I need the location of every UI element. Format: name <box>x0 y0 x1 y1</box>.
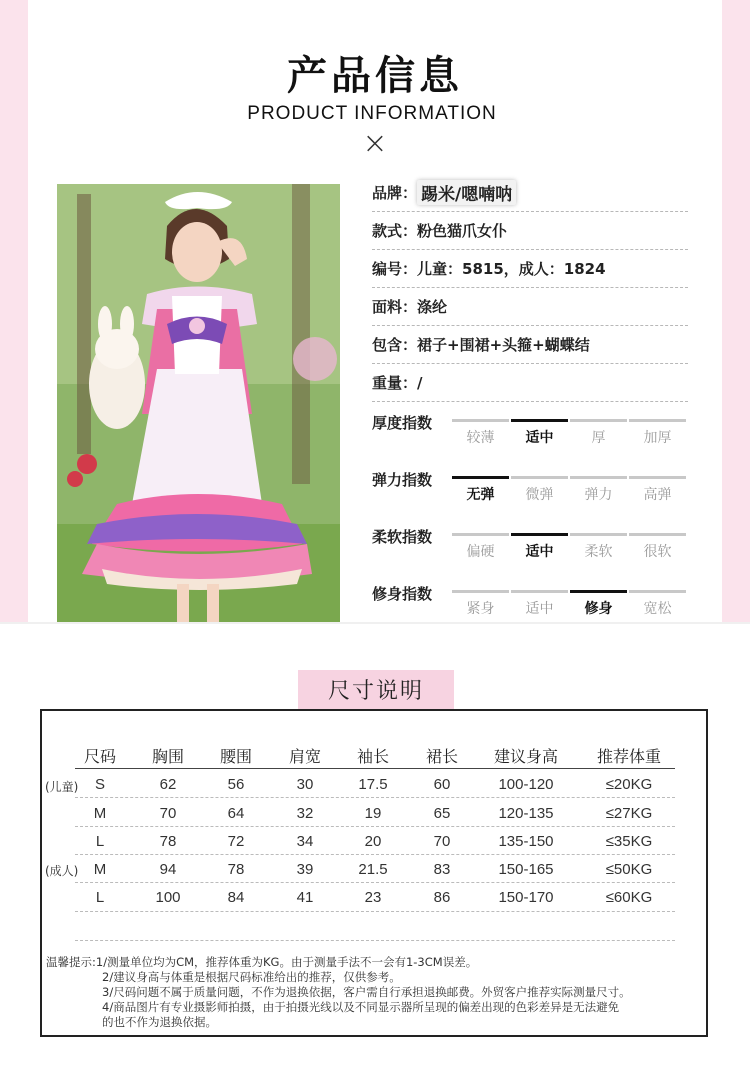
table-cell: 70 <box>433 833 451 850</box>
index-elasticity <box>372 469 690 513</box>
table-cell: M <box>93 861 107 878</box>
info-value: / <box>417 373 423 392</box>
table-cell: 20 <box>364 833 382 850</box>
index-option: 无弹 <box>466 487 495 503</box>
table-cell: 100-120 <box>498 776 554 793</box>
table-cell: S <box>94 776 105 793</box>
table-cell: L <box>95 889 105 906</box>
table-cell: 78 <box>227 861 245 878</box>
table-cell: 23 <box>364 889 382 906</box>
row-rule <box>75 826 675 827</box>
page-subtitle: PRODUCT INFORMATION <box>247 103 497 124</box>
size-col-header: 袖长 <box>356 747 389 766</box>
row-rule <box>75 882 675 883</box>
info-label: 面料： <box>372 298 418 316</box>
note-line: 温馨提示:1/测量单位均为CM，推荐体重为KG。由于测量手法不一会有1-3CM误差。 <box>46 955 478 969</box>
size-col-header: 裙长 <box>425 747 458 766</box>
index-segment <box>629 419 686 422</box>
table-cell: 65 <box>433 805 451 822</box>
table-cell: 39 <box>296 861 314 878</box>
table-cell: 60 <box>433 776 451 793</box>
table-cell: 84 <box>227 889 245 906</box>
info-row-brand <box>372 174 688 212</box>
index-label: 修身指数 <box>372 585 433 603</box>
table-cell: 34 <box>296 833 314 850</box>
info-row-style <box>372 212 688 250</box>
size-section-title: 尺寸说明 <box>327 679 424 704</box>
index-option: 加厚 <box>643 430 672 446</box>
table-cell: 56 <box>227 776 245 793</box>
table-cell: 21.5 <box>358 861 388 878</box>
index-option: 微弹 <box>525 487 554 503</box>
table-cell: 72 <box>227 833 245 850</box>
index-segment <box>511 590 568 593</box>
note-line: 2/建议身高与体重是根据尺码标准给出的推荐，仅供参考。 <box>102 970 401 984</box>
row-rule <box>75 940 675 941</box>
index-option: 高弹 <box>643 487 672 503</box>
info-label: 重量： <box>372 374 418 392</box>
info-value: 涤纶 <box>417 298 448 316</box>
index-option: 适中 <box>525 601 554 617</box>
index-thickness <box>372 412 690 456</box>
index-segment <box>570 533 627 536</box>
info-value: 踢米/嗯喃呐 <box>417 180 516 205</box>
table-cell: 135-150 <box>498 833 554 850</box>
info-row-item-number <box>372 250 688 288</box>
index-segment <box>570 419 627 422</box>
cross-separator-icon: × <box>362 126 388 161</box>
table-cell: 17.5 <box>358 776 388 793</box>
info-row-includes <box>372 326 688 364</box>
table-cell: 150-170 <box>498 889 554 906</box>
page-title: 产品信息 <box>287 53 463 99</box>
table-cell: 100 <box>155 889 181 906</box>
index-option: 偏硬 <box>466 544 495 560</box>
table-header-rule <box>75 768 675 769</box>
table-cell: ≤60KG <box>605 889 653 906</box>
index-segment <box>511 419 568 422</box>
table-cell: M <box>93 805 107 822</box>
index-option: 较薄 <box>466 430 495 446</box>
size-col-header: 建议身高 <box>493 747 558 766</box>
index-option: 紧身 <box>466 601 495 617</box>
table-cell: ≤50KG <box>605 861 653 878</box>
index-option: 适中 <box>525 430 554 446</box>
index-label: 厚度指数 <box>372 414 433 432</box>
info-label: 款式： <box>372 222 418 240</box>
index-segment <box>570 590 627 593</box>
table-cell: 150-165 <box>498 861 554 878</box>
index-segment <box>629 590 686 593</box>
table-cell: 70 <box>159 805 177 822</box>
table-cell: 120-135 <box>498 805 554 822</box>
note-line: 4/商品图片有专业摄影师拍摄，由于拍摄光线以及不同显示器所呈现的偏差出现的色彩差异是无法避免 <box>102 1000 620 1014</box>
table-cell: ≤35KG <box>605 833 653 850</box>
table-cell: 78 <box>159 833 177 850</box>
info-value: 儿童：5815，成人：1824 <box>417 260 606 278</box>
index-segment <box>629 533 686 536</box>
index-option: 适中 <box>525 544 554 560</box>
group-label-adult: (成人) <box>45 864 79 878</box>
index-option: 弹力 <box>584 487 613 503</box>
index-option: 柔软 <box>584 544 613 560</box>
size-col-header: 腰围 <box>219 747 252 766</box>
size-col-header: 推荐体重 <box>596 747 661 766</box>
index-softness <box>372 526 690 570</box>
row-rule <box>75 911 675 912</box>
section-divider <box>0 622 750 624</box>
info-row-fabric <box>372 288 688 326</box>
note-line: 的也不作为退换依据。 <box>102 1015 217 1029</box>
product-photo <box>57 184 340 624</box>
info-label: 编号： <box>372 260 418 278</box>
index-segment <box>452 419 509 422</box>
group-label-child: (儿童) <box>45 780 79 794</box>
index-segment <box>511 533 568 536</box>
row-rule <box>75 854 675 855</box>
index-fit <box>372 583 690 627</box>
table-cell: 32 <box>296 805 314 822</box>
table-cell: ≤27KG <box>605 805 653 822</box>
size-col-header: 肩宽 <box>288 747 321 766</box>
size-col-header: 尺码 <box>83 747 116 766</box>
info-label: 品牌： <box>372 184 418 202</box>
table-cell: 83 <box>433 861 451 878</box>
table-cell: 19 <box>364 805 382 822</box>
index-segment <box>452 476 509 479</box>
info-value: 粉色猫爪女仆 <box>417 222 508 240</box>
index-option: 修身 <box>584 601 613 617</box>
index-option: 厚 <box>591 430 606 446</box>
table-cell: 30 <box>296 776 314 793</box>
index-segment <box>452 590 509 593</box>
maid-dress-illustration <box>57 184 340 624</box>
index-segment <box>511 476 568 479</box>
index-option: 很软 <box>643 544 672 560</box>
index-segment <box>452 533 509 536</box>
size-col-header: 胸围 <box>151 747 184 766</box>
table-cell: 64 <box>227 805 245 822</box>
index-option: 宽松 <box>643 601 672 617</box>
table-cell: L <box>95 833 105 850</box>
index-label: 弹力指数 <box>372 471 433 489</box>
info-label: 包含： <box>372 336 418 354</box>
index-segment <box>570 476 627 479</box>
info-row-weight <box>372 364 688 402</box>
table-cell: 94 <box>159 861 177 878</box>
index-segment <box>629 476 686 479</box>
table-cell: 62 <box>159 776 177 793</box>
table-cell: 41 <box>296 889 314 906</box>
info-value: 裙子+围裙+头箍+蝴蝶结 <box>417 336 590 354</box>
table-cell: ≤20KG <box>605 776 653 793</box>
index-label: 柔软指数 <box>372 528 433 546</box>
row-rule <box>75 797 675 798</box>
note-line: 3/尺码问题不属于质量问题，不作为退换依据，客户需自行承担退换邮费。外贸客户推荐实际测量尺寸。 <box>102 985 631 999</box>
table-cell: 86 <box>433 889 451 906</box>
